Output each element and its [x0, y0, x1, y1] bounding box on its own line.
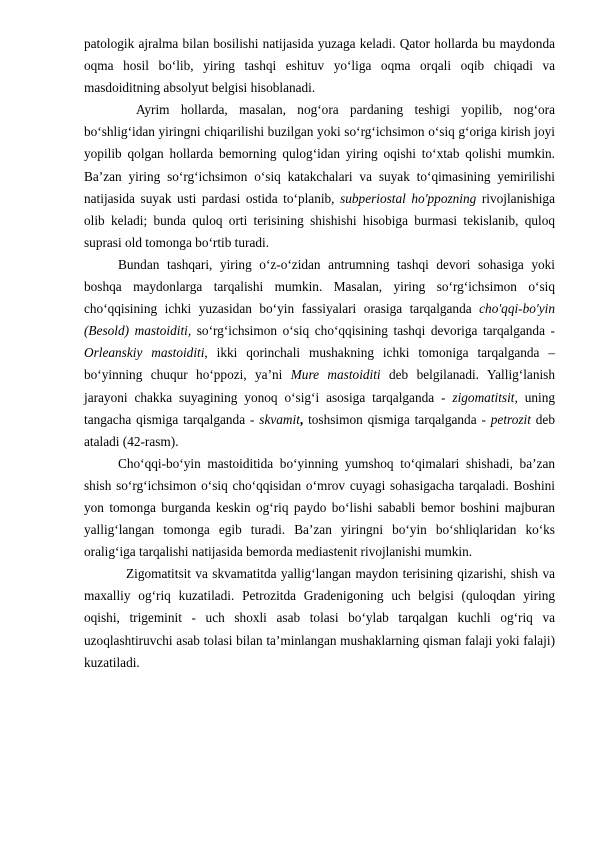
paragraph-spread-forms	[84, 254, 555, 453]
text-run: Cho‘qqi-bo‘yin mastoiditida bo‘yinning yumshoq to‘qimalari shishadi, ba’zan shish so‘rg‘ichsimon o‘siq cho‘qqisidan o‘mrov cuyagi sohasigacha tarqaladi. Boshini yon tomonga burganda keskin og‘riq paydo bo‘lishi sababli bemor boshini majburan yallig‘langan tomonga egib turadi. Ba’zan yiringni bo‘yin bo‘shliqlaridan ko‘ks oralig‘iga tarqalishi natijasida bemorda mediastenit rivojlanishi mumkin.	[84, 455, 555, 560]
text-run: toshsimon qismiga tarqalganda -	[303, 411, 491, 427]
italic-term: Mure mastoiditi	[290, 367, 381, 383]
text-run: , ikki qorinchali mushakning ichki tomoniga tarqalganda – bo‘yinning chuqur ho‘ppozi, ya’ni	[84, 345, 555, 383]
italic-term: petrozit	[490, 411, 531, 427]
text-run: so‘rg‘ichsimon o‘siq cho‘qqisining tashqi devoriga tarqalganda -	[191, 323, 555, 339]
paragraph-zygomaticitis-petrositis	[84, 563, 555, 673]
document-page	[84, 33, 555, 674]
text-run: deb ataladi (42-rasm).	[84, 411, 555, 449]
italic-term: skvamit	[259, 411, 300, 427]
text-run: rivojlanishiga olib keladi; bunda quloq orti terisining shishishi hisobiga burmasi tekislanib, quloq suprasi old tomonga bo‘rtib turadi.	[84, 190, 555, 250]
text-run: patologik ajralma bilan bosilishi natijasida yuzaga keladi. Qator hollarda bu maydonda oqma hosil bo‘lib, yiring tashqi eshituv yo‘liga oqma orqali oqib chiqadi va masdoiditning absolyut belgisi hisoblanadi.	[84, 36, 555, 96]
italic-term: subperiostal ho'ppozning	[340, 190, 477, 206]
paragraph-bezold-mastoiditis	[84, 453, 555, 563]
paragraph-subperiosteal-abscess	[84, 99, 555, 254]
text-run: deb belgilanadi. Yallig‘lanish jarayoni chakka suyagining yonoq o‘sig‘i asosiga tarqalganda -	[84, 367, 555, 405]
italic-term: Orleanskiy mastoiditi	[84, 345, 205, 361]
text-run: Ayrim hollarda, masalan, nog‘ora pardaning teshigi yopilib, nog‘ora bo‘shlig‘idan yiringni chiqarilishi buzilgan yoki so‘rg‘ichsimon o‘siq g‘origa kirish joyi yopilib qolgan hollarda bemorning qulog‘idan yiring oqishi to‘xtab qolishi mumkin. Ba’zan yiring so‘rg‘ichsimon o‘siq katakchalari va suyak to‘qimasining yemirilishi natijasida suyak usti pardasi ostida to‘planib,	[84, 102, 555, 206]
text-run: uning tangacha qismiga tarqalganda -	[84, 389, 555, 427]
paragraph-mastoiditis-fistula	[84, 33, 555, 99]
italic-term: cho'qqi-bo'yin (Besold) mastoiditi,	[84, 301, 555, 339]
bold-punctuation: ,	[299, 411, 304, 427]
text-run: Zigomatitsit va skvamatitda yallig‘langan maydon terisining qizarishi, shish va maxalliy og‘riq kuzatiladi. Petrozitda Gradenigoning uch belgisi (quloqdan yiring oqishi, trigeminit - uch shoxli asab tolasi bo‘ylab tarqalgan kuchli og‘riq va uzoqlashtiruvchi asab tolasi bilan ta’minlangan mushaklarning qisman falaji yoki falaji) kuzatiladi.	[84, 566, 555, 670]
italic-term: zigomatitsit,	[452, 389, 518, 405]
text-run: Bundan tashqari, yiring o‘z-o‘zidan antrumning tashqi devori sohasiga yoki boshqa maydonlarga tarqalishi mumkin. Masalan, yiring so‘rg‘ichsimon o‘siq cho‘qqisining ichki yuzasidan bo‘yin fassiyalari orasiga tarqalganda	[84, 256, 555, 317]
